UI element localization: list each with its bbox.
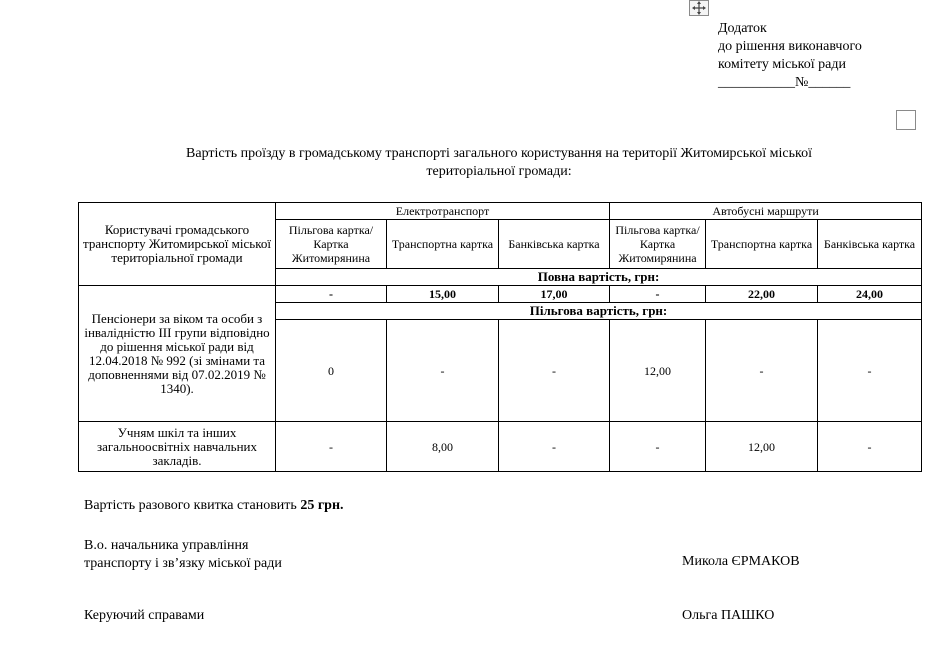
price-cell: - (706, 320, 818, 422)
signature-position-2: Керуючий справами (84, 608, 205, 623)
signatory-name-1: Микола ЄРМАКОВ (682, 554, 800, 569)
price-cell: - (499, 320, 610, 422)
note-price: 25 грн. (300, 498, 344, 513)
title-line: територіальної громади: (426, 164, 572, 179)
price-cell: - (276, 422, 387, 472)
subheader-cell: Транспортна картка (706, 220, 818, 269)
document-title (78, 145, 920, 181)
subheader-cell: Пільгова картка/Картка Житомирянина (276, 220, 387, 269)
subheader-cell: Банківська картка (818, 220, 922, 269)
subheader-cell: Транспортна картка (387, 220, 499, 269)
subheader-cell: Банківська картка (499, 220, 610, 269)
table-move-handle-icon[interactable] (689, 0, 709, 16)
title-line: Вартість проїзду в громадському транспорті загального користування на території Житомирської міської (186, 146, 812, 161)
full-price-label: Повна вартість, грн: (276, 269, 922, 286)
fare-table (78, 202, 922, 472)
position-line: В.о. начальника управління (84, 538, 249, 553)
table-resize-box[interactable] (896, 110, 916, 130)
single-ticket-note (84, 498, 344, 514)
addendum-line: до рішення виконавчого (718, 39, 862, 54)
price-cell: - (818, 320, 922, 422)
full-price-cell: - (610, 286, 706, 303)
move-arrows-icon (692, 1, 706, 15)
price-cell: - (387, 320, 499, 422)
price-cell: - (610, 422, 706, 472)
note-text: Вартість разового квитка становить (84, 498, 301, 513)
price-cell: 12,00 (610, 320, 706, 422)
group-header-bus: Автобусні маршрути (610, 203, 922, 220)
full-price-cell: 17,00 (499, 286, 610, 303)
category-cell-pensioners: Пенсіонери за віком та особи з інвалідністю ІІІ групи відповідно до рішення міської ради від 12.04.2018 № 992 (зі змінами та доповненнями від 07.02.2019 № 1340). (79, 286, 276, 422)
price-cell: 12,00 (706, 422, 818, 472)
subheader-cell: Пільгова картка/Картка Житомирянина (610, 220, 706, 269)
price-cell: - (818, 422, 922, 472)
addendum-block (718, 20, 862, 92)
addendum-number-line: ___________№______ (718, 75, 851, 90)
category-cell-students: Учням шкіл та інших загальноосвітніх навчальних закладів. (79, 422, 276, 472)
price-cell: - (499, 422, 610, 472)
position-line: транспорту і зв’язку міської ради (84, 556, 282, 571)
addendum-line: Додаток (718, 21, 767, 36)
addendum-line: комітету міської ради (718, 57, 846, 72)
price-cell: 0 (276, 320, 387, 422)
signatory-name-2: Ольга ПАШКО (682, 608, 775, 623)
full-price-cell: - (276, 286, 387, 303)
group-header-electric: Електротранспорт (276, 203, 610, 220)
signature-position-1 (84, 537, 282, 573)
full-price-cell: 24,00 (818, 286, 922, 303)
full-price-cell: 15,00 (387, 286, 499, 303)
users-header: Користувачі громадського транспорту Житомирської міської територіальної громади (79, 203, 276, 286)
full-price-cell: 22,00 (706, 286, 818, 303)
price-cell: 8,00 (387, 422, 499, 472)
benefit-price-label: Пільгова вартість, грн: (276, 303, 922, 320)
